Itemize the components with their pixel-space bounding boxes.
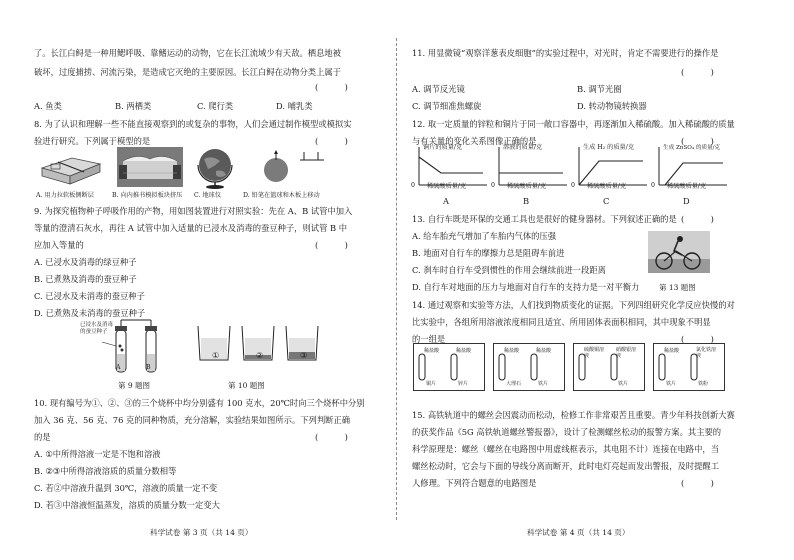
q12-answer-paren: ( ) [681, 136, 714, 146]
q14-group-b-right-solution: 稀盐酸 [536, 348, 552, 354]
q9-tube-a-label: 已浸水及消毒的蚕豆种子 [80, 322, 114, 335]
q12-graph-d-ylabel: 生成 ZnSO₄ 的质量/克 [663, 145, 721, 151]
right-page-footer: 科学试卷 第 4 页（共 14 页） [527, 528, 630, 537]
q12-graph-b-xlabel: 稀硫酸质量/克 [507, 183, 547, 190]
q14-group-a [413, 343, 485, 391]
q8-globe-image [190, 145, 240, 190]
q10-line2: 加入 36 克、56 克、76 克的同种物质，充分溶解，实验结果如图所示。下列判断正确 [34, 415, 351, 425]
q15-answer-paren: ( ) [681, 478, 714, 488]
q14-group-b-left-solution: 稀盐酸 [504, 348, 520, 354]
q8-caption-d: D. 铅笔在篮球和木板上移动 [243, 192, 320, 199]
q12-graph-b-ylabel: 溶液的质量/克 [503, 144, 543, 151]
q8-caption-c: C. 地球仪 [194, 192, 222, 199]
q11-option-d: D. 转动物镜转换器 [577, 101, 647, 111]
q9-line1: 9. 为探究植物种子呼吸作用的产物，用如图装置进行对照实验：先在 A、B 试管中加入 [34, 206, 353, 216]
q12-line2: 与有关量的变化关系图像正确的是 [412, 136, 537, 146]
q10-line1: 10. 现有编号为①、②、③的三个烧杯中均分别盛有 100 克水，20℃时向三个烧杯中分别 [34, 398, 365, 408]
q12-line1: 12. 取一定质量的锌粒和铜片于同一敞口容器中，再逐渐加入稀硫酸。加入稀硫酸的质量 [412, 119, 735, 129]
q10-figure-caption: 第 10 题图 [228, 381, 265, 390]
q8-fault-model-image [38, 150, 104, 188]
q12-letter-a: A [443, 196, 449, 206]
q9-option-b: B. 已煮熟及消毒的蚕豆种子 [34, 274, 137, 284]
q10-option-c: C. 若②中溶液升温到 30℃，溶液的质量一定不变 [34, 483, 218, 493]
q14-group-c [573, 343, 645, 391]
q14-group-d-left-solid: 铁片 [666, 381, 677, 387]
q12-graph-c-ylabel: 生成 H₂ 的质量/克 [583, 144, 635, 151]
q7-option-d: D. 哺乳类 [276, 101, 313, 111]
q7-line1: 了。长江白鲟是一种用鳃呼吸、靠鳍运动的动物，它在长江流域少有天敌。栖息地被 [34, 48, 341, 58]
q14-group-a-left-solution: 稀盐酸 [424, 348, 440, 354]
q14-group-c-right-solution: 硝酸银溶液 [616, 347, 637, 359]
q8-caption-a: A. 用力拉软板侧断层 [36, 192, 94, 199]
q8-line2: 验进行研究。下列属于模型的是 [34, 136, 151, 146]
q11-option-c: C. 调节细准焦螺旋 [412, 101, 482, 111]
q9-answer-paren: ( ) [315, 240, 348, 250]
q9-line3: 应加入等量的 [34, 240, 84, 250]
q10-option-a: A. ①中所得溶液一定是不饱和溶液 [34, 449, 161, 459]
q12-letter-c: C [603, 196, 610, 206]
q9-tube-a: A [116, 364, 121, 371]
q12-graph-b-origin: 0 [491, 182, 495, 189]
q9-line2: 等量的澄清石灰水，再往 A 试管中加入适量的已浸水及消毒的蚕豆种子，则试管 B 中 [34, 223, 348, 233]
q10-option-b: B. ②③中所得溶液溶质的质量分数相等 [34, 466, 177, 476]
q7-line2: 破坏，过度捕捞、河流污染，是造成它灭绝的主要原因。长江白鲟在动物分类上属于 [34, 67, 341, 77]
q10-beaker-1: ① [212, 351, 220, 360]
q12-graph-d-xlabel: 稀硫酸质量/克 [667, 183, 707, 190]
q14-group-c-right-solid: 铁片 [618, 381, 629, 387]
q15-line1: 15. 高铁轨道中的螺丝会因震动而松动，检修工作非常艰苦且重要。青少年科技创新大赛 [412, 410, 735, 420]
q14-group-a-left-solid: 铜片 [426, 381, 437, 387]
q11-answer-paren: ( ) [681, 67, 714, 77]
q9-figure-caption: 第 9 题图 [118, 381, 151, 390]
q14-group-a-right-solution: 稀盐酸 [456, 348, 472, 354]
q14-group-a-right-solid: 锌片 [458, 381, 469, 387]
q13-option-b: B. 地面对自行车的摩擦力总是阻碍车前进 [412, 248, 565, 258]
q14-answer-paren: ( ) [681, 334, 714, 344]
q15-line3: 科学原理是：螺丝（螺丝在电路图中用虚线框表示，其电阻不计）连接在电路中，当 [412, 444, 719, 454]
q8-line1: 8. 为了认识和理解一些不能直接观察到的或复杂的事物，人们会通过制作模型或模拟实 [34, 119, 352, 129]
q12-graph-d-origin: 0 [651, 182, 655, 189]
q7-option-b: B. 两栖类 [115, 101, 152, 111]
q8-answer-paren: ( ) [315, 136, 348, 146]
right-page [397, 0, 794, 560]
q12-letter-d: D [683, 196, 690, 206]
q9-option-c: C. 已浸水及未消毒的蚕豆种子 [34, 291, 145, 301]
q14-group-d-right-solution: 氯化铁溶液 [696, 347, 717, 359]
q12-graph-c-origin: 0 [571, 182, 575, 189]
q9-option-d: D. 已煮熟及未消毒的蚕豆种子 [34, 308, 146, 318]
q9-tube-b: B [146, 364, 151, 371]
q12-graph-a-origin: 0 [411, 182, 415, 189]
q11-option-b: B. 调节光圈 [577, 84, 622, 94]
q12-letter-b: B [523, 196, 530, 206]
q10-beaker-2: ② [256, 351, 264, 360]
q10-beaker-3: ③ [300, 351, 308, 360]
q14-group-b-right-solid: 铁片 [538, 381, 549, 387]
q10-option-d: D. 若③中溶液恒温蒸发，溶质的质量分数一定变大 [34, 500, 220, 510]
q8-caption-b: B. 向内推书模拟板块挤压 [112, 192, 183, 199]
q13-option-a: A. 给车胎充气增加了车胎内气体的压强 [412, 231, 557, 241]
q10-line3: 的是 [34, 432, 51, 442]
left-page-footer: 科学试卷 第 3 页（共 14 页） [150, 528, 253, 537]
q7-answer-paren: ( ) [315, 82, 348, 92]
q13-option-d: D. 自行车对地面的压力与地面对自行车的支持力是一对平衡力 [412, 282, 640, 292]
q13-line1: 13. 自行车既是环保的交通工具也是很好的健身器材。下列叙述正确的是 [412, 214, 677, 224]
q12-graph-a-ylabel: 铜片的质量/克 [423, 144, 463, 151]
q13-answer-paren: ( ) [681, 214, 714, 224]
q7-option-a: A. 鱼类 [34, 101, 62, 111]
q14-group-d-right-solid: 铁粉 [698, 381, 709, 387]
q10-answer-paren: ( ) [315, 432, 348, 442]
q7-option-c: C. 爬行类 [197, 101, 234, 111]
q13-figure-caption: 第 13 题图 [659, 283, 696, 292]
q12-graph-a-xlabel: 稀硫酸质量/克 [427, 183, 467, 190]
q11-option-a: A. 调节反光镜 [412, 84, 465, 94]
q15-line5: 人修理。下列符合题意的电路图是 [412, 478, 537, 488]
q14-line3: 的一组是 [412, 334, 446, 344]
q11-line1: 11. 用显微镜“观察洋葱表皮细胞”的实验过程中，对光时，肯定不需要进行的操作是 [412, 48, 719, 58]
q15-line2: 的获奖作品《5G 高铁轨道螺丝警报器》，设计了检测螺丝松动的报警方案。其主要的 [412, 427, 722, 437]
q14-group-d-left-solution: 稀盐酸 [664, 348, 680, 354]
q14-group-b [493, 343, 565, 391]
q14-group-b-left-solid: 大理石 [506, 381, 522, 387]
q8-book-push-image [117, 147, 183, 187]
q13-cyclist-image [648, 231, 710, 273]
q15-line4: 螺丝松动时，它会与下面的导线分离而断开，此时电灯亮起而发出警报，及时提醒工 [412, 461, 719, 471]
q13-option-c: C. 刹车时自行车受到惯性的作用会继续前进一段距离 [412, 265, 606, 275]
q9-option-a: A. 已浸水及消毒的绿豆种子 [34, 257, 137, 267]
q14-line2: 比实验中，各组所用溶液浓度相同且适宜、所用固体表面积相同，其中现象不明显 [412, 317, 711, 327]
q14-group-c-left-solution: 硫酸铜溶液 [584, 347, 605, 359]
q14-group-d [653, 343, 725, 391]
q14-line1: 14. 通过观察和实验等方法，人们找到物质变化的证据。下列四组研究化学反应快慢的对 [412, 300, 735, 310]
q12-graph-c-xlabel: 稀硫酸质量/克 [587, 183, 627, 190]
q8-pencil-ball-image [254, 148, 326, 186]
